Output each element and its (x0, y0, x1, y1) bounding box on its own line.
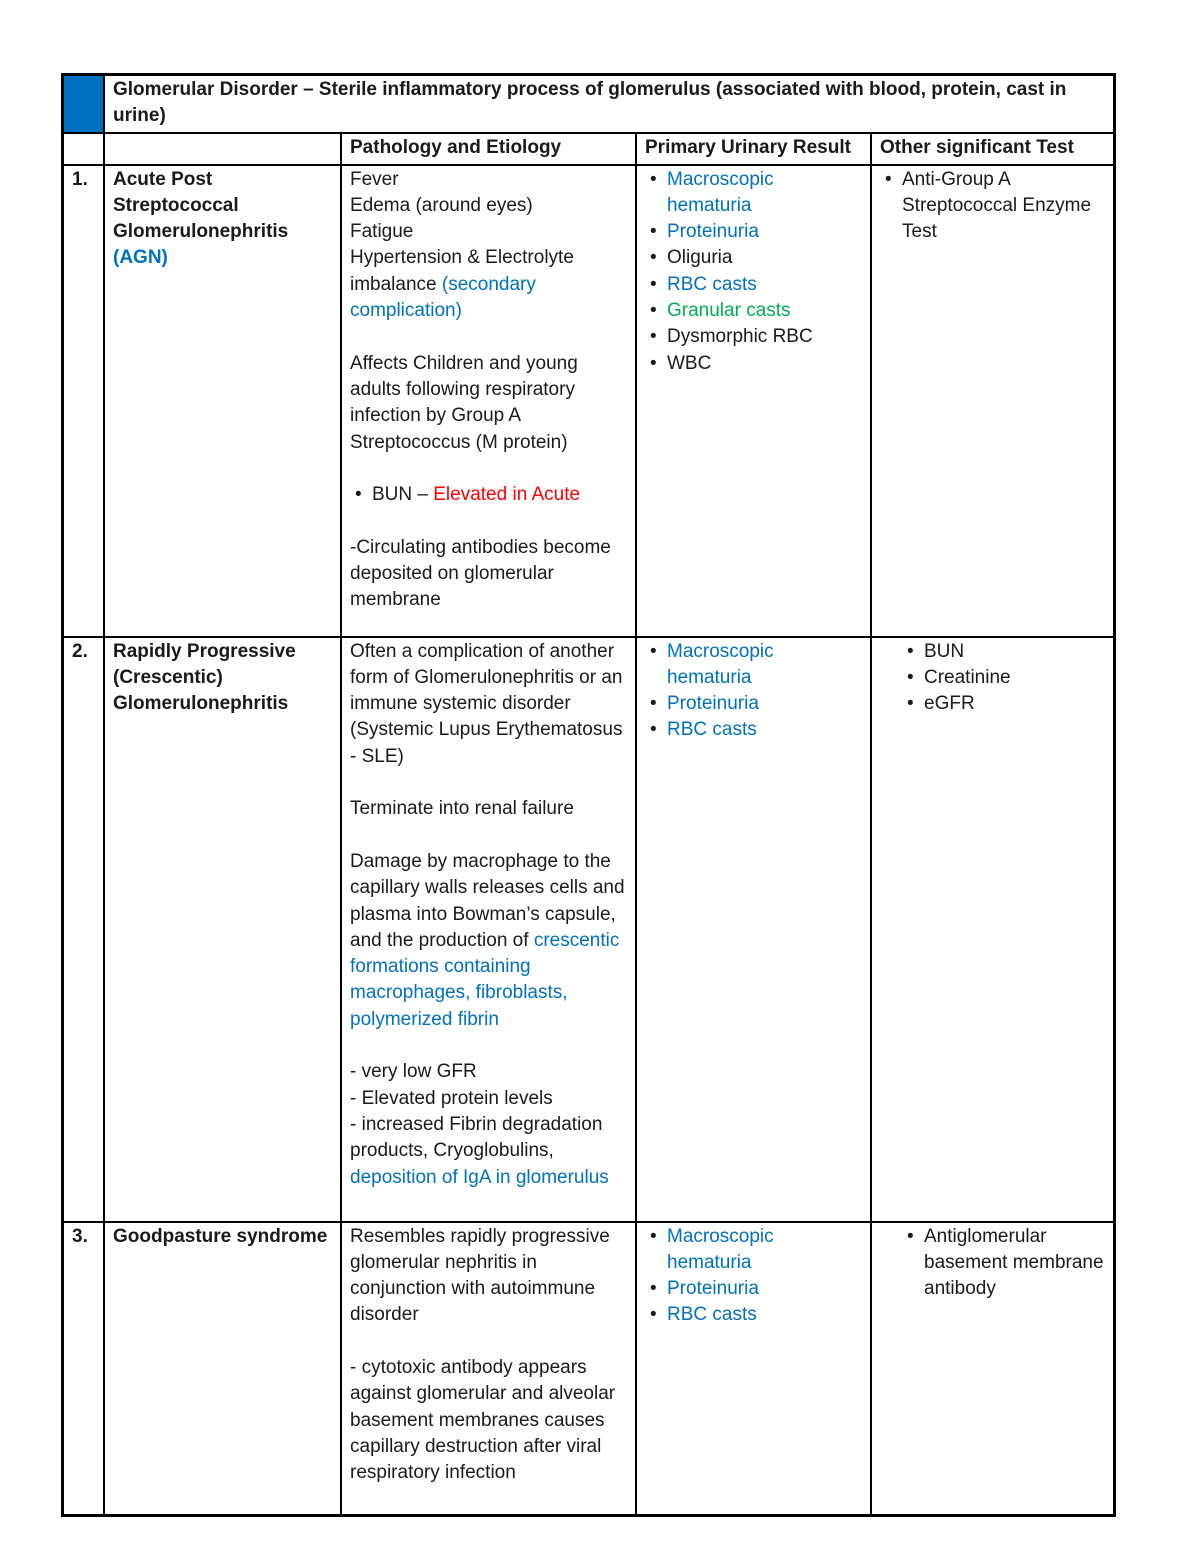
bullet-item (645, 691, 862, 717)
col-header-urinary-result: Primary Urinary Result (636, 133, 871, 165)
bullet-item (645, 639, 862, 692)
text-segment: Fatigue (350, 221, 414, 243)
text-segment: Affects Children and young adults following respiratory infection by Group A Streptococcus (M protein) (350, 352, 584, 453)
text-segment: Macroscopic hematuria (667, 168, 774, 216)
paragraph (350, 1059, 627, 1085)
text-segment: eGFR (924, 693, 975, 715)
text-segment: Macroscopic hematuria (667, 640, 774, 688)
text-segment: (secondary complication) (350, 273, 542, 322)
text-segment: Dysmorphic RBC (667, 326, 813, 348)
pathology-etiology-cell (341, 637, 636, 1222)
text-segment: Acute Post Streptococcal Glomerulonephritis (113, 168, 294, 243)
text-segment: Often a complication of another form of Glomerulonephritis or an immune systemic disorder (Systemic Lupus Erythematosus - SLE) (350, 640, 628, 767)
text-segment: Proteinuria (667, 221, 759, 243)
paragraph (350, 167, 627, 193)
primary-urinary-result-cell (636, 637, 871, 1222)
bullet-text (667, 167, 862, 220)
text-segment: RBC casts (667, 273, 757, 295)
text-segment: RBC casts (667, 1304, 757, 1326)
paragraph (350, 1224, 627, 1329)
text-segment: crescentic formations containing macrophages, fibroblasts, polymerized fibrin (350, 929, 625, 1030)
bullet-icon: • (650, 168, 657, 190)
bullet-item (880, 665, 1105, 691)
paragraph (350, 1355, 627, 1486)
bullet-text (667, 219, 862, 245)
paragraph (350, 193, 627, 219)
bullet-item (645, 219, 862, 245)
bullet-icon: • (650, 640, 657, 662)
text-segment: deposition of IgA in glomerulus (350, 1166, 609, 1188)
text-segment: BUN – (372, 484, 434, 506)
bullet-text (924, 665, 1105, 691)
row-number-cell: 3. (63, 1222, 104, 1515)
paragraph-gap (350, 1329, 627, 1355)
text-segment: Edema (around eyes) (350, 194, 533, 216)
text-segment: - increased Fibrin degradation products, Cryoglobulins, (350, 1113, 608, 1162)
text-segment: RBC casts (667, 719, 757, 741)
paragraph-gap (350, 324, 627, 350)
pathology-etiology-cell (341, 1222, 636, 1515)
text-segment: Antiglomerular basement membrane antibody (924, 1225, 1104, 1300)
primary-urinary-result-cell (636, 165, 871, 637)
disorder-name (113, 167, 332, 272)
bullet-item (645, 298, 862, 324)
text-segment: - cytotoxic antibody appears against glomerular and alveolar basement membranes causes capillary destruction after viral respiratory infection (350, 1357, 621, 1484)
text-segment: Proteinuria (667, 693, 759, 715)
text-segment: Oliguria (667, 247, 733, 269)
bullet-text (667, 1276, 862, 1302)
bullet-text (667, 1224, 862, 1277)
bullet-item (645, 324, 862, 350)
bullet-icon: • (907, 640, 914, 662)
bullet-text (667, 272, 862, 298)
bullet-text (667, 324, 862, 350)
column-header-row (63, 133, 1114, 165)
bullet-item (645, 1302, 862, 1328)
bullet-icon: • (650, 300, 657, 322)
bullet-item (645, 1224, 862, 1277)
bullet-text (924, 1224, 1105, 1303)
bullet-icon: • (355, 484, 362, 506)
bullet-text (667, 717, 862, 743)
bullet-text (667, 298, 862, 324)
text-segment: (AGN) (113, 247, 168, 269)
table-title-row (63, 75, 1114, 133)
text-segment: Rapidly Progressive (Crescentic) Glomerulonephritis (113, 640, 301, 715)
text-segment: Anti-Group A Streptococcal Enzyme Test (902, 168, 1092, 243)
paragraph (350, 639, 627, 770)
bullet-text (667, 639, 862, 692)
table-title: Glomerular Disorder – Sterile inflammatory process of glomerulus (associated with blood, protein, cast in urine) (104, 75, 1114, 133)
empty-header-cell (63, 133, 104, 165)
paragraph (350, 351, 627, 456)
blue-corner-cell (63, 75, 104, 133)
paragraph-gap (350, 508, 627, 534)
bullet-item (880, 691, 1105, 717)
paragraph (350, 796, 627, 822)
bullet-item (880, 167, 1105, 246)
text-segment: Creatinine (924, 666, 1011, 688)
bullet-icon: • (885, 168, 892, 190)
row-number-cell: 2. (63, 637, 104, 1222)
bullet-icon: • (907, 1225, 914, 1247)
bullet-icon: • (650, 352, 657, 374)
bullet-icon: • (650, 1278, 657, 1300)
paragraph-gap (350, 823, 627, 849)
bullet-item (645, 1276, 862, 1302)
bullet-text (924, 691, 1105, 717)
text-segment: -Circulating antibodies become deposited on glomerular membrane (350, 536, 617, 611)
text-segment: Damage by macrophage to the capillary walls releases cells and plasma into Bowman’s capsule, and the production of (350, 850, 630, 951)
disorder-name-cell (104, 637, 341, 1222)
table-row (63, 165, 1114, 637)
bullet-text (372, 482, 627, 508)
bullet-icon: • (650, 1225, 657, 1247)
bullet-item (645, 717, 862, 743)
text-segment: Fever (350, 168, 399, 190)
table-body (63, 165, 1114, 1515)
bullet-icon: • (650, 221, 657, 243)
text-segment: - very low GFR (350, 1061, 477, 1083)
col-header-pathology: Pathology and Etiology (341, 133, 636, 165)
paragraph (350, 1112, 627, 1191)
disorder-name-cell (104, 165, 341, 637)
other-significant-test-cell (871, 1222, 1114, 1515)
bullet-icon: • (650, 326, 657, 348)
paragraph-gap (350, 770, 627, 796)
bullet-item (645, 245, 862, 271)
text-segment: WBC (667, 352, 712, 374)
bullet-text (902, 167, 1105, 246)
other-significant-test-cell (871, 637, 1114, 1222)
other-significant-test-cell (871, 165, 1114, 637)
bullet-item (645, 272, 862, 298)
bullet-icon: • (907, 693, 914, 715)
bullet-item (880, 1224, 1105, 1303)
table-row (63, 637, 1114, 1222)
text-segment: Terminate into renal failure (350, 798, 574, 820)
bullet-item (880, 639, 1105, 665)
bullet-icon: • (650, 719, 657, 741)
text-segment: Proteinuria (667, 1278, 759, 1300)
col-header-other-test: Other significant Test (871, 133, 1114, 165)
bullet-icon: • (650, 1304, 657, 1326)
text-segment: - Elevated protein levels (350, 1087, 553, 1109)
paragraph (350, 849, 630, 1033)
paragraph (350, 1086, 627, 1112)
text-segment: Goodpasture syndrome (113, 1225, 328, 1247)
disorder-name (113, 639, 332, 718)
text-segment: Macroscopic hematuria (667, 1225, 774, 1273)
glomerular-disorder-table (62, 74, 1115, 1516)
empty-header-cell (104, 133, 341, 165)
text-segment: Hypertension & Electrolyte imbalance (350, 247, 580, 295)
disorder-name (113, 1224, 332, 1250)
bullet-text (667, 1302, 862, 1328)
text-segment: BUN (924, 640, 965, 662)
bullet-item (645, 351, 862, 377)
row-number-cell: 1. (63, 165, 104, 637)
bullet-icon: • (650, 273, 657, 295)
paragraph (350, 219, 627, 245)
paragraph (350, 535, 627, 614)
bullet-text (667, 691, 862, 717)
table-row (63, 1222, 1114, 1515)
paragraph-gap (350, 456, 627, 482)
text-segment: Granular casts (667, 300, 791, 322)
paragraph (350, 245, 627, 324)
bullet-icon: • (907, 666, 914, 688)
bullet-text (667, 245, 862, 271)
pathology-etiology-cell (341, 165, 636, 637)
paragraph-gap (350, 1033, 627, 1059)
disorder-name-cell (104, 1222, 341, 1515)
text-segment: Resembles rapidly progressive glomerular nephritis in conjunction with autoimmune disorder (350, 1225, 616, 1326)
primary-urinary-result-cell (636, 1222, 871, 1515)
bullet-text (667, 351, 862, 377)
bullet-item (645, 167, 862, 220)
bullet-item (350, 482, 627, 508)
bullet-icon: • (650, 247, 657, 269)
text-segment: Elevated in Acute (433, 484, 581, 506)
bullet-text (924, 639, 1105, 665)
bullet-icon: • (650, 693, 657, 715)
